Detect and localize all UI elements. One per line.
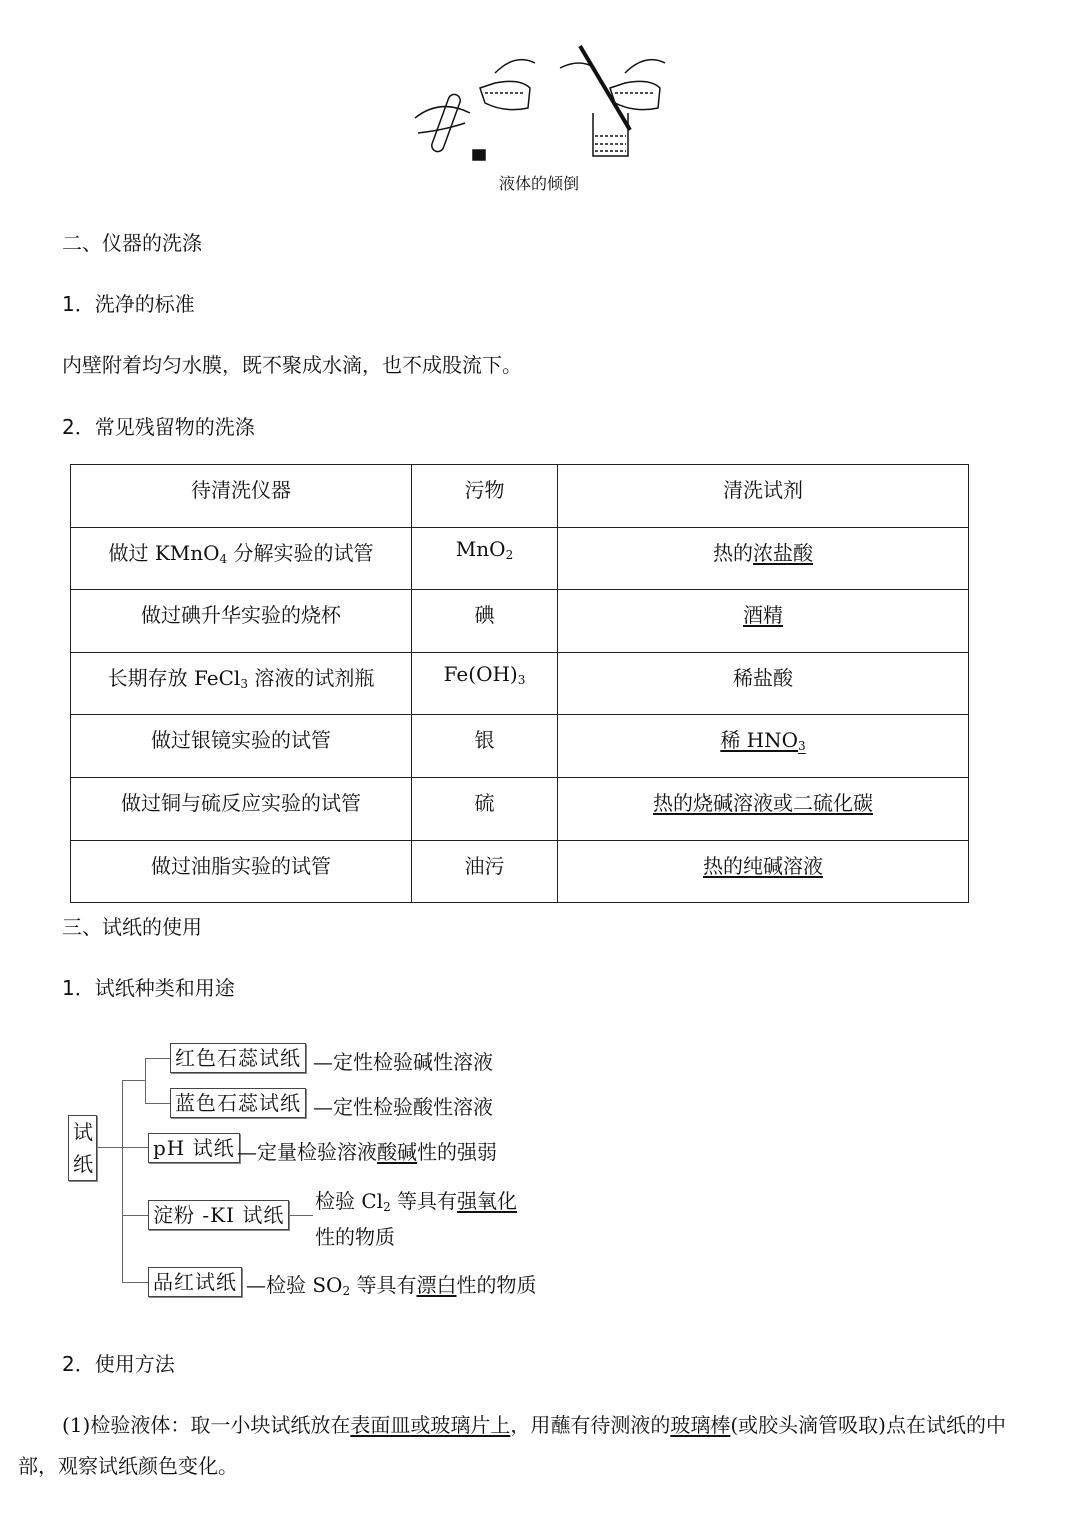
text-segment: 银 xyxy=(474,728,495,753)
column-header: 清洗试剂 xyxy=(558,465,969,528)
connector xyxy=(122,1080,123,1282)
underlined-text: 热的烧碱溶液或二硫化碳 xyxy=(653,790,873,815)
text-segment: 做过碘升华实验的烧杯 xyxy=(141,603,341,628)
connector xyxy=(288,1215,313,1216)
connector xyxy=(145,1058,170,1059)
text-segment: 等具有 xyxy=(390,1189,458,1213)
underlined-text: 热的纯碱溶液 xyxy=(703,853,823,878)
residue-cell xyxy=(412,652,558,715)
connector xyxy=(122,1080,145,1081)
subsection-heading: 2．常见残留物的洗涤 xyxy=(62,415,255,439)
connector xyxy=(122,1215,148,1216)
underlined-text: 漂白 xyxy=(416,1273,457,1297)
liquid-pouring-illustration xyxy=(410,38,675,163)
subsection-heading: 1．试纸种类和用途 xyxy=(62,976,235,1000)
instrument-cell xyxy=(71,777,412,840)
underlined-text: 强氧化 xyxy=(457,1189,518,1213)
underlined-text: 表面皿或玻璃片上 xyxy=(350,1413,511,1437)
underlined-text: 酒精 xyxy=(743,603,783,628)
section-heading: 三、试纸的使用 xyxy=(62,915,202,939)
text-segment: 做过 KMnO xyxy=(108,540,220,565)
reagent-cell xyxy=(558,840,969,903)
subscript: 2 xyxy=(505,547,514,562)
text-segment: Fe(OH) xyxy=(443,661,518,686)
table-row xyxy=(71,652,969,715)
instrument-cell xyxy=(71,715,412,778)
table-row xyxy=(71,590,969,653)
connector xyxy=(122,1282,148,1283)
underlined-text: 玻璃棒 xyxy=(670,1413,731,1437)
text-segment: MnO xyxy=(455,536,506,561)
text-segment: ，用蘸有待测液的 xyxy=(510,1413,671,1437)
table-row xyxy=(71,840,969,903)
subsection-heading: 1．洗净的标准 xyxy=(62,292,195,316)
blue-litmus-paper-box: 蓝色石蕊试纸 xyxy=(170,1088,306,1118)
text-segment: 做过银镜实验的试管 xyxy=(151,728,331,753)
reagent-cell xyxy=(558,777,969,840)
subscript: 4 xyxy=(219,551,228,566)
section-heading: 二、仪器的洗涤 xyxy=(62,231,202,255)
text-segment: 硫 xyxy=(474,790,495,815)
text-segment: 热的 xyxy=(713,540,753,565)
reagent-cell xyxy=(558,590,969,653)
method-paragraph xyxy=(18,1405,1028,1487)
magenta-paper-desc xyxy=(246,1269,536,1298)
instrument-cell xyxy=(71,840,412,903)
subscript: 2 xyxy=(383,1200,391,1214)
text-segment: 碘 xyxy=(474,603,495,628)
ph-paper-box: pH 试纸 xyxy=(148,1133,240,1163)
text-segment: 等具有 xyxy=(350,1273,417,1297)
starch-ki-desc-line1 xyxy=(315,1185,517,1214)
text-segment: 做过铜与硫反应实验的试管 xyxy=(121,790,361,815)
reagent-cell xyxy=(558,527,969,590)
ph-paper-desc xyxy=(237,1136,497,1165)
text-segment: —定量检验溶液 xyxy=(237,1140,377,1164)
text-segment: —检验 SO xyxy=(246,1273,343,1297)
table-row xyxy=(71,527,969,590)
underlined-text: 酸碱 xyxy=(377,1140,417,1164)
instrument-cell xyxy=(71,652,412,715)
subscript: 3 xyxy=(240,676,248,691)
residue-cell xyxy=(412,527,558,590)
underlined-text: 稀 HNO xyxy=(720,728,799,753)
connector xyxy=(145,1103,170,1104)
residue-cell xyxy=(412,590,558,653)
blue-litmus-desc xyxy=(313,1091,493,1120)
table-row xyxy=(71,777,969,840)
text-segment: 油污 xyxy=(464,853,505,878)
text-segment: 稀盐酸 xyxy=(733,665,793,690)
figure-caption: 液体的倾倒 xyxy=(499,174,580,193)
table-header-row xyxy=(71,465,969,528)
text-segment: 长期存放 FeCl xyxy=(107,665,241,690)
text-segment: 性的物质 xyxy=(315,1225,395,1249)
reagent-cell xyxy=(558,715,969,778)
text-segment: 分解实验的试管 xyxy=(227,540,374,565)
text-segment: —定性检验碱性溶液 xyxy=(313,1050,493,1074)
residue-cell xyxy=(412,715,558,778)
column-header: 待清洗仪器 xyxy=(71,465,412,528)
subscript: 3 xyxy=(517,672,526,687)
text-segment: 溶液的试剂瓶 xyxy=(247,665,375,690)
reagent-cell xyxy=(558,652,969,715)
text-segment: 做过油脂实验的试管 xyxy=(151,853,331,878)
text-segment: —定性检验酸性溶液 xyxy=(313,1095,493,1119)
residue-cell xyxy=(412,777,558,840)
paragraph: 内壁附着均匀水膜，既不聚成水滴，也不成股流下。 xyxy=(62,353,522,377)
starch-ki-desc-line2 xyxy=(315,1221,395,1250)
magenta-paper-box: 品红试纸 xyxy=(148,1267,242,1297)
column-header: 污物 xyxy=(412,465,558,528)
tree-root: 试纸 xyxy=(68,1115,97,1181)
residue-cleaning-table xyxy=(70,464,969,903)
residue-cell xyxy=(412,840,558,903)
underlined-text: 3 xyxy=(798,739,806,754)
connector xyxy=(145,1058,146,1104)
text-segment: 性的强弱 xyxy=(417,1140,497,1164)
subsection-heading: 2．使用方法 xyxy=(62,1352,175,1376)
text-segment: (1)检验液体：取一小块试纸放在 xyxy=(62,1413,351,1437)
instrument-cell xyxy=(71,527,412,590)
subscript: 2 xyxy=(342,1284,351,1298)
underlined-text: 浓盐酸 xyxy=(753,540,813,565)
text-segment: 性的物质 xyxy=(456,1273,537,1297)
text-segment: (或胶头滴管吸取)点在试纸的中部，观察试纸颜色变化。 xyxy=(18,1413,1006,1478)
connector xyxy=(98,1147,148,1148)
instrument-cell xyxy=(71,590,412,653)
text-segment: 检验 Cl xyxy=(315,1189,384,1213)
red-litmus-paper-box: 红色石蕊试纸 xyxy=(170,1043,306,1073)
starch-ki-paper-box: 淀粉 -KI 试纸 xyxy=(148,1200,289,1230)
table-row xyxy=(71,715,969,778)
red-litmus-desc xyxy=(313,1046,493,1075)
